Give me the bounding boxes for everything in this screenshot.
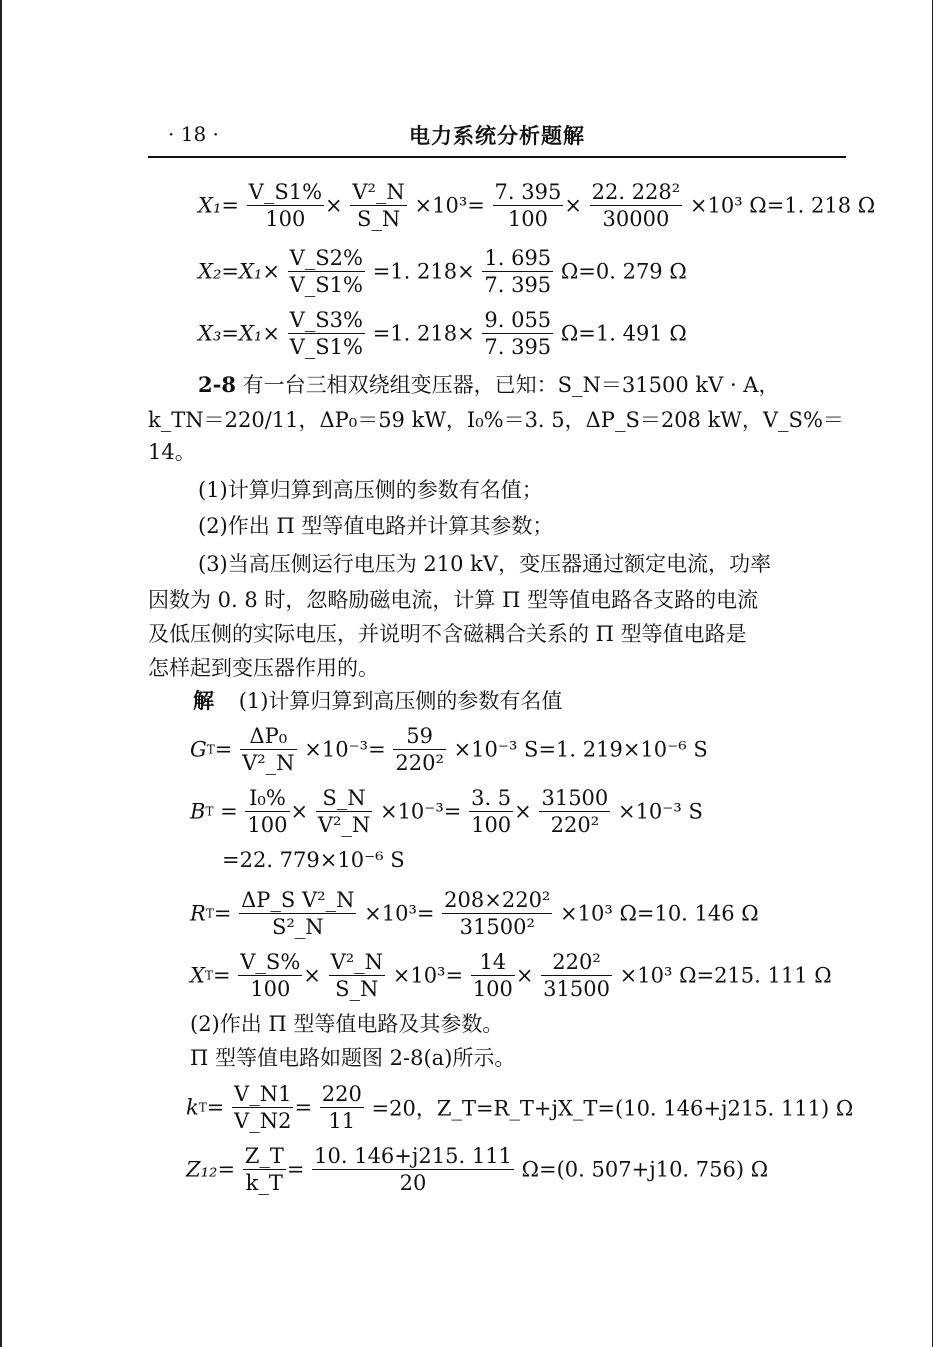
- fraction: $\frac{\text{220²}}{31500}$: [543, 950, 610, 1001]
- fraction: $\frac{V\_S3\%}{V\_S1\%}$: [289, 308, 363, 359]
- equation-gt: GT= $\frac{\text{ΔP₀}}{\text{V²\_N}}$ ×10⁻³= $\frac{59}{\text{220²}}$ ×10⁻³ S=1. 219×10⁻⁶ S: [190, 724, 708, 775]
- eq-lhs: X₁: [198, 193, 222, 218]
- fraction: $\frac{9. 055}{7. 395}$: [484, 308, 552, 359]
- header-rule: [148, 156, 846, 158]
- equation-x2: X₂=X₁× $\frac{V\_S2\%}{V\_S1\%}$ =1. 218× $\frac{1. 695}{7. 395}$ Ω=0. 279 Ω: [198, 246, 687, 297]
- fraction: $\frac{\text{ΔP\_S V²\_N}}{\text{S²\_N}}$: [241, 888, 355, 939]
- page-header: [148, 120, 846, 160]
- question-3-line-2: 因数为 0. 8 时，忽略励磁电流，计算 Π 型等值电路各支路的电流: [148, 588, 759, 612]
- fraction: $\frac{\text{V²\_N}}{S\_N}$: [330, 950, 384, 1001]
- fraction: $\frac{Z\_T}{k\_T}$: [244, 1144, 284, 1195]
- page-number: · 18 ·: [168, 122, 219, 146]
- equation-bt-continued: =22. 779×10⁻⁶ S: [222, 848, 405, 872]
- fraction: $\frac{\text{V²\_N}}{S\_N}$: [352, 180, 405, 231]
- equation-rt: RT= $\frac{\text{ΔP\_S V²\_N}}{\text{S²\_N}}$ ×10³= $\frac{\text{208×220²}}{\text{31500²}}$ ×10³ Ω=10. 146 Ω: [190, 888, 759, 939]
- fraction: $\frac{\text{22. 228²}}{30000}$: [591, 180, 681, 231]
- page-right-edge: [932, 0, 933, 1347]
- fraction: $\frac{\text{I₀\%}}{100}$: [247, 786, 288, 837]
- figure-reference: Π 型等值电路如题图 2-8(a)所示。: [190, 1046, 516, 1070]
- question-3-line-1: (3)当高压侧运行电压为 210 kV，变压器通过额定电流，功率: [198, 552, 772, 576]
- problem-line-1: 2-8 有一台三相双绕组变压器，已知：S_N＝31500 kV · A，: [198, 372, 780, 397]
- fraction: $\frac{V\_S2\%}{V\_S1\%}$: [289, 246, 363, 297]
- fraction: $\frac{V\_S1\%}{100}$: [248, 180, 323, 231]
- running-title: 电力系统分析题解: [409, 123, 585, 148]
- equation-bt: BT = $\frac{\text{I₀\%}}{100}$ × $\frac{S\_N}{\text{V²\_N}}$ ×10⁻³= $\frac{3. 5}{100}$ × $\frac{31500}{\text{220²}}$ ×10⁻³ S: [190, 786, 703, 837]
- equation-x1: X₁= $\frac{V\_S1\%}{100}$ × $\frac{\text{V²\_N}}{S\_N}$ ×10³= $\frac{7. 395}{100}$ × $\frac{\text{22. 228²}}{30000}$ ×10³ Ω=1. 218 Ω: [198, 180, 876, 231]
- problem-number: 2-8: [198, 372, 236, 397]
- fraction: $\frac{220}{11}$: [321, 1082, 362, 1133]
- equation-xt: XT= $\frac{V\_S\%}{100}$ × $\frac{\text{V²\_N}}{S\_N}$ ×10³= $\frac{14}{100}$ × $\frac{\text{220²}}{31500}$ ×10³ Ω=215. 111 Ω: [190, 950, 832, 1001]
- fraction: $\frac{\text{ΔP₀}}{\text{V²\_N}}$: [242, 724, 295, 775]
- fraction: $\frac{S\_N}{\text{V²\_N}}$: [317, 786, 371, 837]
- equation-z12: Z₁₂= $\frac{Z\_T}{k\_T}$ = $\frac{10. 146+j215. 111}{20}$ Ω=(0. 507+j10. 756) Ω: [186, 1144, 769, 1195]
- question-3-line-3: 及低压侧的实际电压，并说明不含磁耦合关系的 Π 型等值电路是: [148, 622, 747, 646]
- problem-line-3: 14。: [148, 440, 196, 464]
- equation-kt: kT= $\frac{V\_N1}{V\_N2}$ = $\frac{220}{11}$ =20，Z_T=R_T+jX_T=(10. 146+j215. 111) Ω: [186, 1082, 854, 1133]
- solution-label: 解: [193, 688, 214, 713]
- question-3-line-4: 怎样起到变压器作用的。: [148, 656, 379, 680]
- question-2: (2)作出 Π 型等值电路并计算其参数；: [198, 514, 554, 538]
- solution-step-2: (2)作出 Π 型等值电路及其参数。: [190, 1012, 504, 1036]
- fraction: $\frac{59}{\text{220²}}$: [395, 724, 444, 775]
- fraction: $\frac{1. 695}{7. 395}$: [484, 246, 552, 297]
- fraction: $\frac{V\_S\%}{100}$: [240, 950, 301, 1001]
- fraction: $\frac{14}{100}$: [472, 950, 513, 1001]
- fraction: $\frac{V\_N1}{V\_N2}$: [234, 1082, 292, 1133]
- fraction: $\frac{7. 395}{100}$: [494, 180, 562, 231]
- fraction: $\frac{\text{208×220²}}{\text{31500²}}$: [444, 888, 551, 939]
- fraction: $\frac{31500}{\text{220²}}$: [541, 786, 609, 837]
- equation-x3: X₃=X₁× $\frac{V\_S3\%}{V\_S1\%}$ =1. 218× $\frac{9. 055}{7. 395}$ Ω=1. 491 Ω: [198, 308, 687, 359]
- question-1: (1)计算归算到高压侧的参数有名值；: [198, 478, 543, 502]
- page-left-edge: [0, 0, 2, 1347]
- fraction: $\frac{10. 146+j215. 111}{20}$: [314, 1144, 512, 1195]
- solution-heading: 解 (1)计算归算到高压侧的参数有名值: [193, 688, 563, 713]
- fraction: $\frac{3. 5}{100}$: [471, 786, 512, 837]
- problem-line-2: k_TN＝220/11，ΔP₀＝59 kW，I₀%＝3. 5，ΔP_S＝208 kW，V_S%＝: [148, 408, 844, 432]
